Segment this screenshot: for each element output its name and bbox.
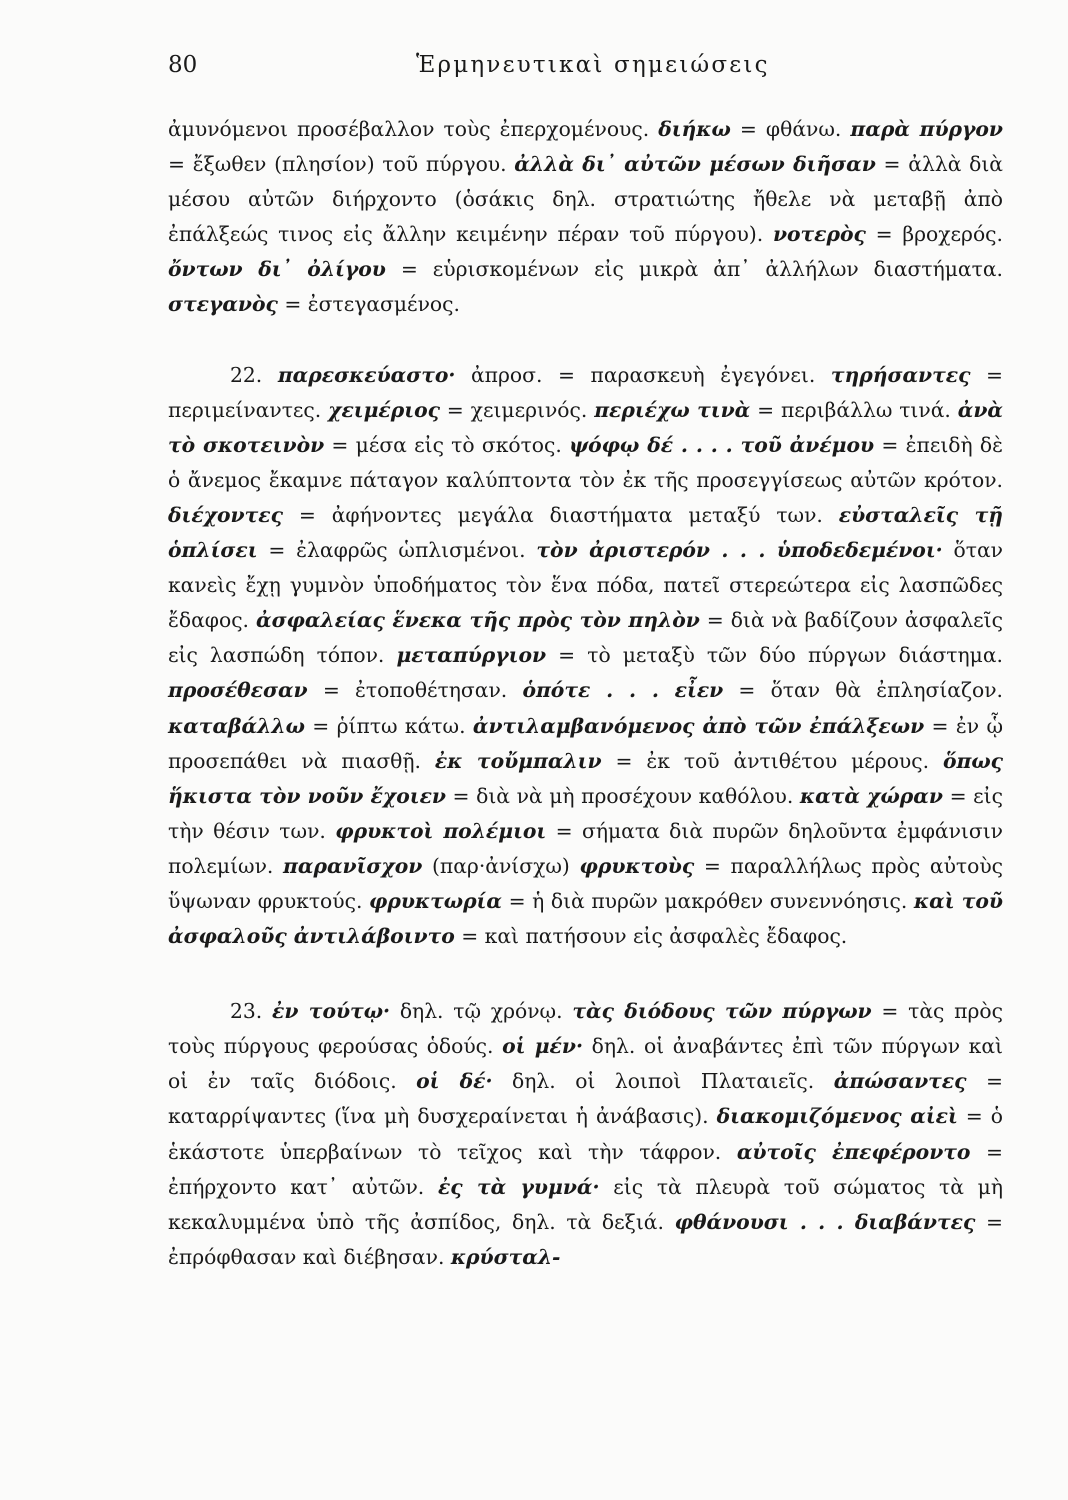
lemma-term: τὸν ἀριστερόν . . . ὑποδεδεμένοι·: [536, 538, 943, 563]
section-22: [168, 358, 1003, 955]
gloss-text: 23.: [230, 999, 273, 1024]
lemma-term: φθάνουσι . . . διαβάντες: [674, 1209, 976, 1234]
gloss-text: = ἐπειδὴ δὲ ὁ ἄνεμος ἔκαμνε πάταγον καλύπτοντα τὸν ἐκ τῆς προσεγγίσεως αὐτῶν κρότον.: [168, 432, 1003, 492]
lemma-term: εὐσταλεῖς τῇ ὁπλίσει: [168, 502, 1003, 563]
gloss-text: δηλ. οἱ λοιποὶ Πλαταιεῖς.: [492, 1069, 834, 1094]
gloss-text: = φθάνω.: [730, 117, 851, 141]
lemma-term: διήκω: [658, 117, 731, 141]
lemma-term: διακομιζόμενος αἰεὶ: [716, 1104, 958, 1129]
gloss-text: δηλ. τῷ χρόνῳ.: [390, 999, 573, 1024]
lemma-term: αὐτοῖς ἐπεφέροντο: [736, 1139, 971, 1164]
lemma-term: ἀλλὰ δι᾽ αὐτῶν μέσων διῆσαν: [514, 152, 876, 177]
lemma-term: οἱ δέ·: [416, 1069, 493, 1094]
gloss-text: = ὁ ἑκάστοτε ὑπερβαίνων τὸ τεῖχος καὶ τὴν τάφρον.: [168, 1104, 1004, 1164]
lemma-term: φρυκτοὺς: [579, 853, 695, 878]
gloss-text: 22.: [230, 362, 278, 387]
lemma-term: ἐν τούτῳ·: [272, 999, 391, 1024]
gloss-text: = τὸ μεταξὺ τῶν δύο πύργων διάστημα.: [546, 643, 1003, 668]
lemma-term: χειμέριος: [328, 397, 440, 422]
gloss-text: ὅταν κανεὶς ἔχῃ γυμνὸν ὑποδήματος τὸν ἕνα πόδα, πατεῖ στερεώτερα εἰς λασπῶδες ἔδαφος.: [168, 538, 1003, 633]
gloss-text: εἰς τὰ πλευρὰ τοῦ σώματος τὰ μὴ κεκαλυμμένα ὑπὸ τῆς ἀσπίδος, δηλ. τὰ δεξιά.: [168, 1174, 1003, 1234]
paragraph-continuation: [168, 112, 1003, 323]
gloss-text: = σήματα διὰ πυρῶν δηλοῦντα ἐμφάνισιν πολεμίων.: [168, 818, 1003, 878]
gloss-text: = χειμερινός.: [439, 397, 595, 422]
paragraph-gap: [168, 323, 1003, 358]
lemma-term: διέχοντες: [168, 502, 283, 527]
lemma-term: ἐκ τοὔμπαλιν: [434, 748, 602, 773]
lemma-term: τηρήσαντες: [830, 362, 971, 387]
gloss-text: = παραλλήλως πρὸς αὐτοὺς ὕψωναν φρυκτούς.: [168, 853, 1004, 913]
lemma-term: παρεσκεύαστο·: [277, 362, 456, 387]
lemma-term: περιέχω τινὰ: [594, 397, 751, 422]
gloss-text: = ἐπρόφθασαν καὶ διέβησαν.: [168, 1209, 1003, 1269]
lemma-term: ψόφῳ δέ . . . . τοῦ ἀνέμου: [569, 432, 875, 457]
lemma-term: καταβάλλω: [168, 713, 305, 738]
lemma-term: ἐς τὰ γυμνά·: [437, 1174, 600, 1199]
gloss-text: = ἐστεγασμένος.: [277, 292, 460, 317]
gloss-text: = ἐτοποθέτησαν.: [307, 678, 523, 703]
lemma-term: στεγανὸς: [168, 292, 278, 317]
gloss-text: = ἐκ τοῦ ἀντιθέτου μέρους.: [601, 748, 943, 773]
lemma-term: κατὰ χώραν: [799, 783, 943, 808]
lemma-term: οἱ μέν·: [502, 1034, 584, 1059]
gloss-text: = ἐπήρχοντο κατ᾽ αὐτῶν.: [168, 1139, 1003, 1199]
gloss-text: = ἔξωθεν (πλησίον) τοῦ πύργου.: [168, 152, 515, 177]
gloss-text: = περιβάλλω τινά.: [750, 397, 958, 422]
lemma-term: ἀντιλαμβανόμενος ἀπὸ τῶν ἐπάλξεων: [472, 713, 925, 738]
gloss-text: = ἐλαφρῶς ὡπλισμένοι.: [257, 538, 537, 563]
lemma-term: νοτερὸς: [772, 222, 866, 247]
lemma-term: παρανῖσχον: [283, 853, 423, 878]
lemma-term: ὁπότε . . . εἶεν: [522, 678, 724, 703]
gloss-text: = μέσα εἰς τὸ σκότος.: [324, 432, 570, 457]
commentary-body: [168, 112, 1003, 1275]
page-number: 80: [168, 52, 198, 78]
lemma-term: φρυκτοὶ πολέμιοι: [335, 818, 547, 843]
gloss-text: = διὰ νὰ μὴ προσέχουν καθόλου.: [445, 783, 800, 808]
lemma-term: ἀσφαλείας ἕνεκα τῆς πρὸς τὸν πηλὸν: [255, 608, 700, 633]
lemma-term: ἀπώσαντες: [833, 1069, 967, 1094]
gloss-text: = καταρρίψαντες (ἵνα μὴ δυσχεραίνεται ἡ ἀνάβασις).: [168, 1069, 1003, 1129]
paragraph-gap: [168, 954, 1003, 994]
lemma-term: ὅπως ἥκιστα τὸν νοῦν ἔχοιεν: [168, 748, 1003, 808]
lemma-term: φρυκτωρία: [369, 888, 502, 913]
gloss-text: = εὑρισκομένων εἰς μικρὰ ἀπ᾽ ἀλλήλων διαστήματα.: [385, 257, 1003, 282]
gloss-text: = τὰς πρὸς τοὺς πύργους φερούσας ὁδούς.: [168, 999, 1003, 1059]
gloss-text: ἀπροσ. = παρασκευὴ ἐγεγόνει.: [455, 362, 831, 387]
gloss-text: ἀμυνόμενοι προσέβαλλον τοὺς ἐπερχομένους.: [168, 117, 659, 141]
gloss-text: (παρ·ἀνίσχω): [422, 853, 580, 878]
page-header: [168, 52, 1003, 92]
gloss-text: = ἡ διὰ πυρῶν μακρόθεν συνεννόησις.: [501, 888, 914, 913]
lemma-term: μεταπύργιον: [396, 643, 547, 668]
gloss-text: = ἐν ᾧ προσεπάθει νὰ πιασθῇ.: [168, 713, 1003, 773]
gloss-text: = ἀφήνοντες μεγάλα διαστήματα μεταξύ των.: [282, 502, 839, 527]
lemma-term: προσέθεσαν: [168, 678, 308, 703]
gloss-text: = καὶ πατήσουν εἰς ἀσφαλὲς ἔδαφος.: [454, 924, 848, 949]
gloss-text: δηλ. οἱ ἀναβάντες ἐπὶ τῶν πύργων καὶ οἱ ἐν ταῖς διόδοις.: [168, 1034, 1004, 1094]
gloss-text: = βροχερός.: [865, 222, 1003, 247]
lemma-term: παρὰ πύργον: [850, 117, 1003, 141]
gloss-text: = ῥίπτω κάτω.: [304, 713, 473, 738]
gloss-text: = διὰ νὰ βαδίζουν ἀσφαλεῖς εἰς λασπώδη τόπον.: [168, 608, 1003, 668]
gloss-text: = περιμείναντες.: [168, 362, 1003, 422]
lemma-term: ὄντων δι᾽ ὀλίγου: [168, 257, 386, 282]
lemma-term: κρύσταλ-: [450, 1244, 561, 1269]
gloss-text: = ὅταν θὰ ἐπλησίαζον.: [723, 678, 1003, 703]
section-23: [168, 994, 1003, 1275]
lemma-term: τὰς διόδους τῶν πύργων: [572, 999, 872, 1024]
gloss-text: = ἀλλὰ διὰ μέσου αὐτῶν διήρχοντο (ὁσάκις δηλ. στρατιώτης ἤθελε νὰ μεταβῇ ἀπὸ ἐπάλξεώς τινος εἰς ἄλλην κειμένην πέραν τοῦ πύργου).: [168, 152, 1003, 247]
gloss-text: = εἰς τὴν θέσιν των.: [168, 783, 1003, 843]
lemma-term: ἀνὰ τὸ σκοτεινὸν: [168, 397, 1004, 457]
running-title: Ἑρμηνευτικαὶ σημειώσεις: [416, 52, 770, 78]
lemma-term: καὶ τοῦ ἀσφαλοῦς ἀντιλάβοιντο: [168, 888, 1003, 949]
